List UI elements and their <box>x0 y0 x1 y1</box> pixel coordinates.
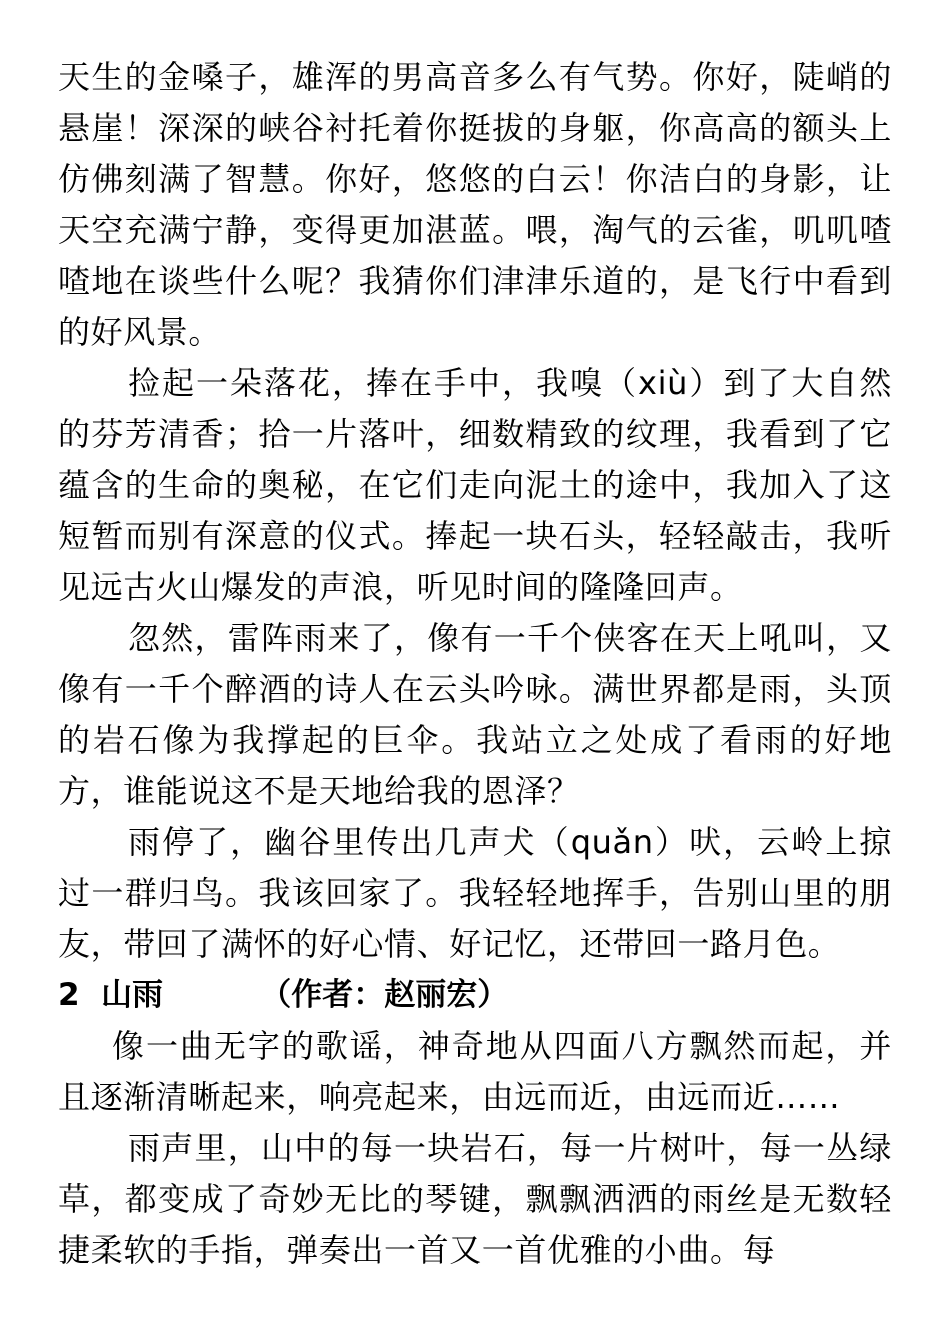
paragraph-rain-sounds: 雨声里，山中的每一块岩石，每一片树叶，每一丛绿草，都变成了奇妙无比的琴键，飘飘洒洒的雨丝是无数轻捷柔软的手指，弹奏出一首又一首优雅的小曲。每 <box>58 1129 892 1269</box>
paragraph-rain-stopped: 雨停了，幽谷里传出几声犬（quǎn）吠，云岭上掠过一群归鸟。我该回家了。我轻轻地挥手，告别山里的朋友，带回了满怀的好心情、好记忆，还带回一路月色。 <box>58 823 892 963</box>
document-page <box>58 52 892 1276</box>
paragraph-thunderstorm: 忽然，雷阵雨来了，像有一千个侠客在天上吼叫，又像有一千个醉酒的诗人在云头吟咏。满世界都是雨，头顶的岩石像为我撑起的巨伞。我站立之处成了看雨的好地方，谁能说这不是天地给我的恩泽？ <box>58 619 892 810</box>
section-heading: 2 山雨 （作者：赵丽宏） <box>58 977 509 1013</box>
paragraph-mountain-greetings: 天生的金嗓子，雄浑的男高音多么有气势。你好，陡峭的悬崖！深深的峡谷衬托着你挺拔的身躯，你高高的额头上仿佛刻满了智慧。你好，悠悠的白云！你洁白的身影，让天空充满宁静，变得更加湛蓝。喂，淘气的云雀，叽叽喳喳地在谈些什么呢？我猜你们津津乐道的，是飞行中看到的好风景。 <box>58 58 892 351</box>
paragraph-fallen-flower: 捡起一朵落花，捧在手中，我嗅（xiù）到了大自然的芬芳清香；拾一片落叶，细数精致的纹理，我看到了它蕴含的生命的奥秘，在它们走向泥土的途中，我加入了这短暂而别有深意的仪式。捧起一块石头，轻轻敲击，我听见远古火山爆发的声浪，听见时间的隆隆回声。 <box>58 364 892 606</box>
paragraph-song-without-words: 像一曲无字的歌谣，神奇地从四面八方飘然而起，并且逐渐清晰起来，响亮起来，由远而近，由远而近…… <box>58 1027 892 1116</box>
